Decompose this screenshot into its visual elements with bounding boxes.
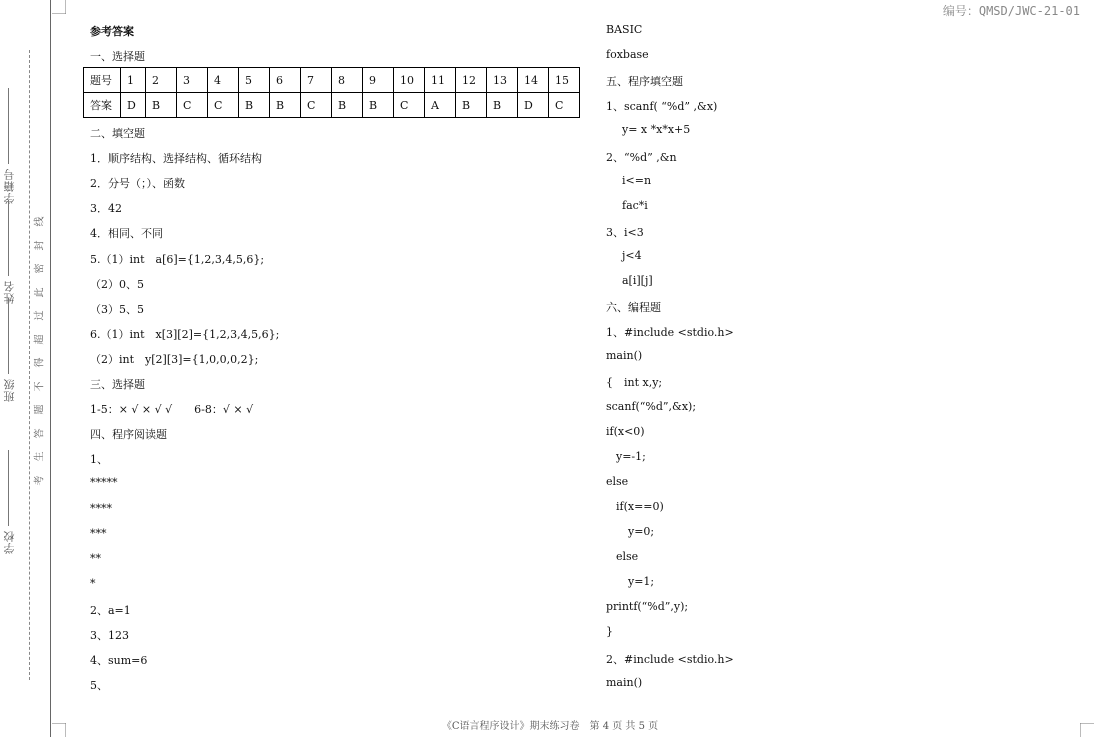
answer-line: （3）5、5 [90,302,144,316]
answer-line: 3、i<3 [606,225,644,239]
table-cell: B [487,93,518,118]
answer-line: 2、a=1 [90,603,131,617]
answer-line: { int x,y; [606,376,663,390]
table-cell: C [177,93,208,118]
binding-margin-line [50,0,51,737]
table-row-label: 答案 [84,93,121,118]
answer-line: 二、填空题 [90,127,145,140]
answer-line: 5.（1）int a[6]={1,2,3,4,5,6}; [90,252,265,266]
seal-character: 超 [34,334,46,344]
seal-character: 不 [34,381,46,391]
answer-line: BASIC [606,23,643,36]
binding-label: 学校 [3,530,16,554]
answer-line: 1、 [90,453,108,467]
answer-line: * [90,576,96,590]
answer-line: y= x *x*x+5 [622,123,691,137]
answer-line: fac*i [622,198,648,212]
answer-line: （2）0、5 [90,277,144,291]
seal-character: 过 [34,310,46,321]
answer-line: 5、 [90,679,108,693]
answer-line: } [606,625,613,639]
table-cell: 4 [208,68,239,93]
table-cell: 7 [301,68,332,93]
answer-line: **** [90,501,112,515]
answer-line: y=1; [628,575,655,589]
binding-fill-line [8,298,9,374]
answer-line: 2、“%d” ,&n [606,150,677,164]
table-cell: D [121,93,146,118]
answer-line: 3、123 [90,629,129,642]
answer-row [84,93,580,118]
answer-line: y=-1; [616,449,646,463]
table-cell: B [363,93,394,118]
table-row-label: 题号 [84,68,121,93]
table-cell: B [456,93,487,118]
table-cell: 3 [177,68,208,93]
seal-character: 封 [34,240,46,250]
table-cell: B [270,93,301,118]
page-footer: 《C语言程序设计》期末练习卷 第 4 页 共 5 页 [441,721,659,732]
answer-line: 4．相同、不同 [90,227,163,241]
answer-line: 1、scanf( “%d” ,&x) [606,100,718,114]
answer-title: 参考答案 [90,25,134,38]
table-cell: 12 [456,68,487,93]
table-cell: C [394,93,425,118]
table-cell: C [549,93,580,118]
answer-line: else [606,474,629,488]
binding-label: 学籍号 [3,168,16,204]
binding-label: 班级 [3,378,16,402]
answer-line: （2）int y[2][3]={1,0,0,0,2}; [90,352,259,366]
table-cell: 11 [425,68,456,93]
answer-line: printf(“%d”,y); [606,600,689,614]
answer-table [83,67,580,118]
answer-line: 3．42 [90,202,122,216]
seal-character: 答 [34,428,46,438]
binding-label: 姓名 [3,280,16,304]
answer-line: main() [606,349,643,363]
answer-line: y=0; [628,525,655,538]
table-cell: 6 [270,68,301,93]
answer-line: 四、程序阅读题 [90,428,167,442]
answer-line: 六、编程题 [606,301,661,315]
corner-mark-top-left [52,0,66,14]
document-code: 编号：QMSD/JWC-21-01 [942,4,1080,18]
table-cell: D [518,93,549,118]
answer-line: main() [606,675,643,689]
answer-line: if(x==0) [616,499,664,513]
binding-fill-line [8,88,9,164]
table-cell: 1 [121,68,146,93]
table-cell: 15 [549,68,580,93]
table-cell: 2 [146,68,177,93]
answer-line: j<4 [622,248,642,262]
answer-line: if(x<0) [606,424,645,438]
seal-character: 考 [34,475,46,485]
table-cell: 5 [239,68,270,93]
table-cell: 10 [394,68,425,93]
answer-line: 三、选择题 [90,378,145,391]
answer-line: *** [90,526,107,540]
answer-line: foxbase [606,48,649,62]
binding-fill-line [8,200,9,276]
answer-line: 五、程序填空题 [606,75,683,89]
answer-line: 2、#include <stdio.h> [606,652,734,666]
seal-character: 此 [34,287,46,297]
answer-line: 1-5：× √ × √ √ 6-8：√ × √ [90,403,254,417]
section-choice-heading: 一、选择题 [90,50,145,63]
table-cell: B [332,93,363,118]
answer-line: a[i][j] [622,274,653,287]
table-cell: 9 [363,68,394,93]
answer-line: 4、sum=6 [90,654,148,668]
answer-line: ***** [90,476,118,490]
seal-character: 生 [34,451,46,462]
answer-line: 1、#include <stdio.h> [606,326,734,340]
seal-character: 线 [34,216,46,227]
answer-line: ** [90,551,101,565]
table-cell: A [425,93,456,118]
table-cell: 14 [518,68,549,93]
seal-character: 题 [34,404,46,415]
seal-character: 得 [34,357,46,368]
table-cell: B [239,93,270,118]
table-cell: 8 [332,68,363,93]
question-number-row [84,68,580,93]
table-cell: C [301,93,332,118]
binding-fill-line [8,450,9,526]
answer-line: i<=n [622,173,652,187]
seal-character: 密 [34,263,46,274]
table-cell: 13 [487,68,518,93]
answer-line: else [616,550,639,564]
answer-line: 1．顺序结构、选择结构、循环结构 [90,152,262,166]
answer-line: 2．分号（；）、函数 [90,177,185,191]
table-cell: C [208,93,239,118]
answer-line: 6.（1）int x[3][2]={1,2,3,4,5,6}; [90,327,280,341]
answer-line: scanf(“%d”,&x); [606,399,697,413]
table-cell: B [146,93,177,118]
